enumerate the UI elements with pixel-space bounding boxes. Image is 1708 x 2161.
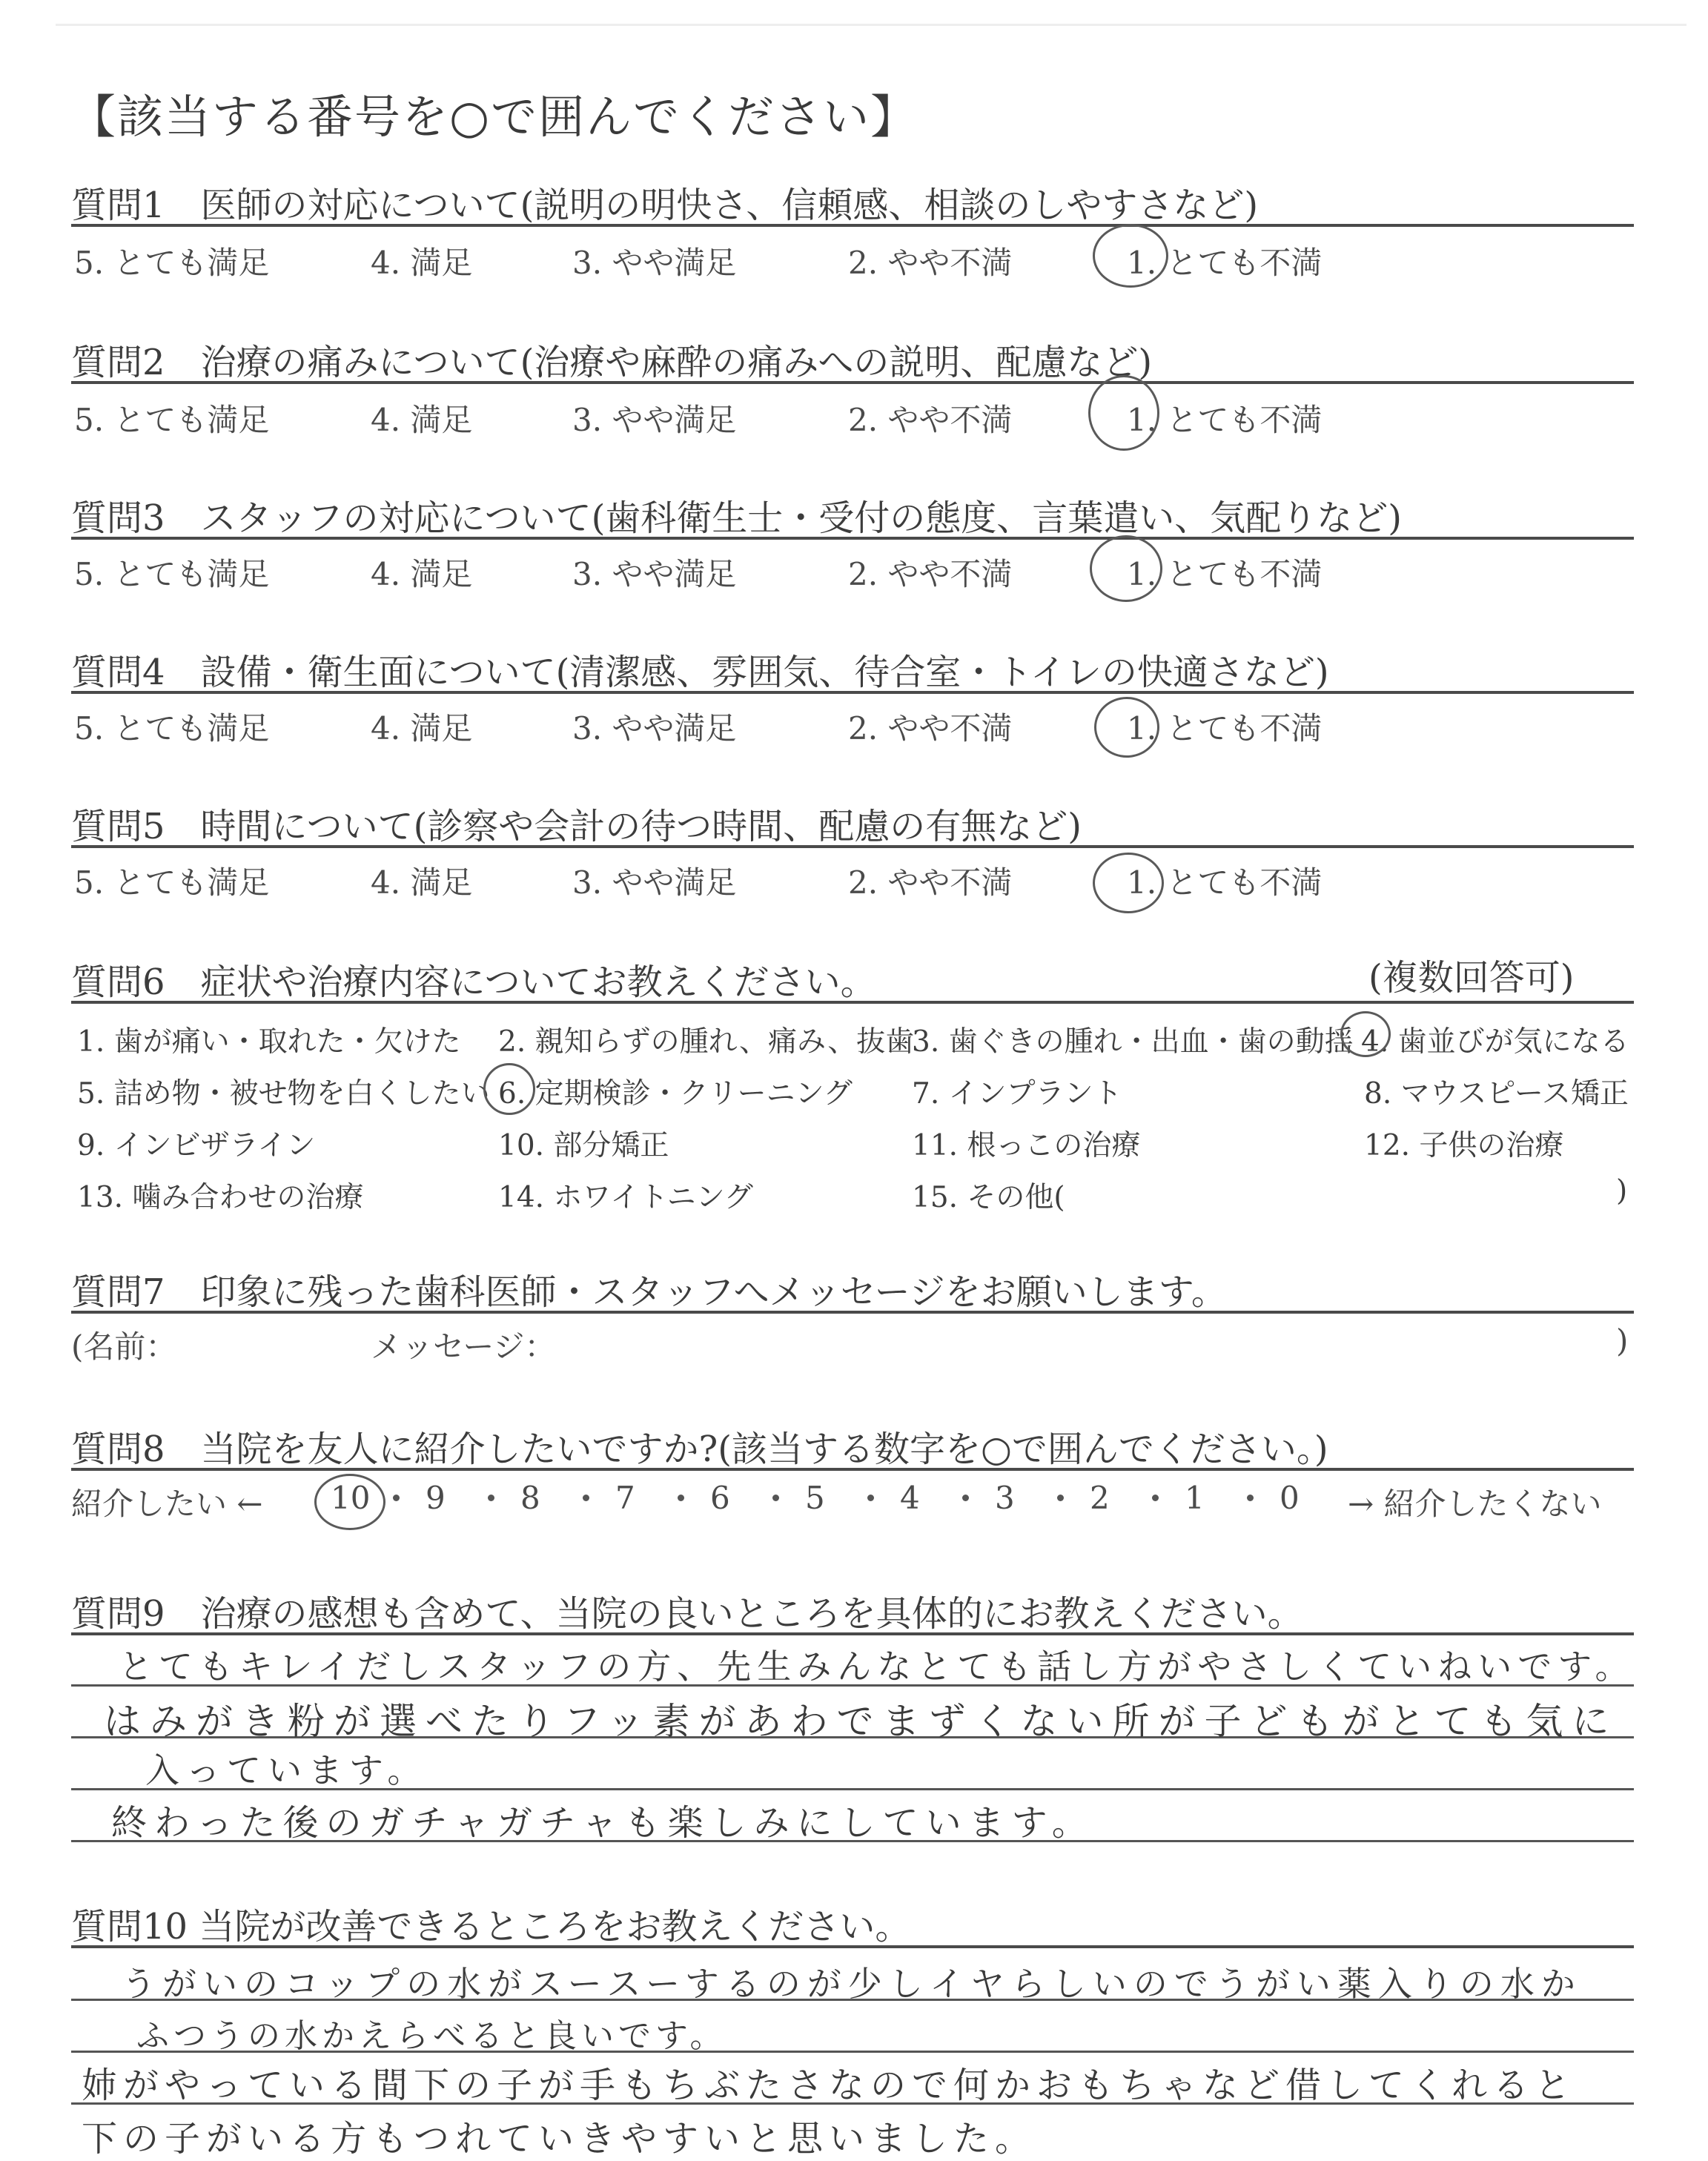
option-5[interactable]: 5. とても満足 bbox=[74, 245, 270, 281]
symptom-option[interactable]: 2. 親知らずの腫れ、痛み、抜歯 bbox=[498, 1025, 915, 1059]
scale-separator-dot bbox=[488, 1495, 494, 1501]
name-label: (名前： bbox=[71, 1328, 177, 1365]
question-2-title: 質問2 治療の痛みについて(治療や麻酔の痛みへの説明、配慮など) bbox=[71, 342, 1153, 383]
symptom-option[interactable]: 13. 噛み合わせの治療 bbox=[77, 1181, 364, 1214]
option-2[interactable]: 2. やや不満 bbox=[848, 864, 1013, 901]
scale-value[interactable]: 6 bbox=[710, 1480, 730, 1516]
option-5[interactable]: 5. とても満足 bbox=[74, 556, 270, 592]
scale-separator-dot bbox=[393, 1495, 400, 1501]
symptom-option[interactable]: 1. 歯が痛い・取れた・欠けた bbox=[77, 1025, 461, 1059]
option-4[interactable]: 4. 満足 bbox=[371, 402, 473, 438]
scale-separator-dot bbox=[772, 1495, 779, 1501]
answer-line: 終わった後のガチャガチャも楽しみにしています。 bbox=[111, 1802, 1095, 1844]
symptom-option[interactable]: 14. ホワイトニング bbox=[498, 1181, 753, 1214]
option-1[interactable]: 1. とても不満 bbox=[1127, 245, 1323, 281]
option-2[interactable]: 2. やや不満 bbox=[848, 402, 1013, 438]
scale-separator-dot bbox=[1247, 1495, 1254, 1501]
option-2[interactable]: 2. やや不満 bbox=[848, 556, 1013, 592]
scale-value[interactable]: 3 bbox=[995, 1480, 1015, 1516]
selection-circle bbox=[1093, 224, 1168, 288]
symptom-option[interactable]: 9. インビザライン bbox=[77, 1129, 316, 1162]
selection-circle bbox=[1088, 375, 1159, 451]
message-label: メッセージ： bbox=[371, 1328, 556, 1365]
scale-separator-dot bbox=[962, 1495, 969, 1501]
option-4[interactable]: 4. 満足 bbox=[371, 710, 473, 747]
question-5-rule bbox=[71, 845, 1634, 848]
scale-separator-dot bbox=[867, 1495, 874, 1501]
question-1-title: 質問1 医師の対応について(説明の明快さ、信頼感、相談のしやすさなど) bbox=[71, 185, 1259, 226]
answer-line: とてもキレイだしスタッフの方、先生みんなとても話し方がやさしくていねいです。 bbox=[119, 1647, 1635, 1687]
selection-circle bbox=[1090, 535, 1162, 602]
answer-line: うがいのコップの水がスースーするのが少しイヤらしいのでうがい薬入りの水か bbox=[122, 1964, 1582, 2004]
selection-circle bbox=[1093, 853, 1164, 913]
answer-line: 姉がやっている間下の子が手もちぶたさなので何かおもちゃなど借してくれると bbox=[82, 2065, 1577, 2106]
question-4-rule bbox=[71, 691, 1634, 694]
answer-line: はみがき粉が選べたりフッ素があわでまずくない所が子どもがとても気に bbox=[104, 1700, 1618, 1743]
scale-separator-dot bbox=[583, 1495, 589, 1501]
scale-separator-dot bbox=[1152, 1495, 1159, 1501]
scale-value[interactable]: 0 bbox=[1280, 1480, 1300, 1516]
scale-value[interactable]: 8 bbox=[520, 1480, 540, 1516]
scale-value[interactable]: 4 bbox=[900, 1480, 920, 1516]
question-2-rule bbox=[71, 381, 1634, 384]
top-rule bbox=[56, 24, 1687, 26]
question-3-title: 質問3 スタッフの対応について(歯科衛生士・受付の態度、言葉遣い、気配りなど) bbox=[71, 497, 1403, 539]
option-5[interactable]: 5. とても満足 bbox=[74, 710, 270, 747]
option-3[interactable]: 3. やや満足 bbox=[572, 245, 737, 281]
question-4-title: 質問4 設備・衛生面について(清潔感、雰囲気、待合室・トイレの快適さなど) bbox=[71, 652, 1329, 693]
option-3[interactable]: 3. やや満足 bbox=[572, 556, 737, 592]
option-5[interactable]: 5. とても満足 bbox=[74, 864, 270, 901]
symptom-option[interactable]: 6. 定期検診・クリーニング bbox=[498, 1077, 853, 1111]
option-2[interactable]: 2. やや不満 bbox=[848, 245, 1013, 281]
option-3[interactable]: 3. やや満足 bbox=[572, 864, 737, 901]
selection-circle bbox=[1340, 1011, 1391, 1057]
option-1[interactable]: 1. とても不満 bbox=[1127, 556, 1323, 592]
selection-circle bbox=[314, 1474, 385, 1530]
question-8-title: 質問8 当院を友人に紹介したいですか?(該当する数字を○で囲んでください。) bbox=[71, 1429, 1328, 1470]
scale-value[interactable]: 9 bbox=[426, 1480, 446, 1516]
scale-value[interactable]: 2 bbox=[1090, 1480, 1110, 1516]
message-close-paren: ) bbox=[1616, 1323, 1629, 1359]
page-header: 【該当する番号を○で囲んでください】 bbox=[70, 90, 918, 144]
symptom-option[interactable]: 5. 詰め物・被せ物を白くしたい bbox=[77, 1077, 490, 1111]
scale-separator-dot bbox=[678, 1495, 684, 1501]
symptom-option[interactable]: 12. 子供の治療 bbox=[1364, 1129, 1564, 1162]
question-9-title: 質問9 治療の感想も含めて、当院の良いところを具体的にお教えください。 bbox=[71, 1593, 1303, 1635]
question-5-title: 質問5 時間について(診察や会計の待つ時間、配慮の有無など) bbox=[71, 806, 1082, 847]
answer-line: 入っています。 bbox=[145, 1750, 428, 1790]
symptom-option[interactable]: 3. 歯ぐきの腫れ・出血・歯の動揺 bbox=[912, 1025, 1354, 1059]
symptom-option[interactable]: 4. 歯並びが気になる bbox=[1361, 1025, 1629, 1059]
recommend-right-label: → 紹介したくない bbox=[1348, 1486, 1602, 1522]
option-2[interactable]: 2. やや不満 bbox=[848, 710, 1013, 747]
option-5[interactable]: 5. とても満足 bbox=[74, 402, 270, 438]
question-6-title: 質問6 症状や治療内容についてお教えください。 bbox=[71, 962, 876, 1003]
question-8-rule bbox=[71, 1468, 1634, 1471]
question-7-title: 質問7 印象に残った歯科医師・スタッフへメッセージをお願いします。 bbox=[71, 1271, 1227, 1313]
question-3-rule bbox=[71, 537, 1634, 540]
question-10-rule bbox=[71, 1945, 1634, 1948]
answer-line: 下の子がいる方もつれていきやすいと思いました。 bbox=[82, 2118, 1037, 2160]
symptom-option[interactable]: 7. インプラント bbox=[912, 1077, 1122, 1111]
question-6-rule bbox=[71, 1001, 1634, 1004]
option-4[interactable]: 4. 満足 bbox=[371, 245, 473, 281]
scale-value[interactable]: 10 bbox=[331, 1480, 371, 1516]
question-7-rule bbox=[71, 1311, 1634, 1314]
scale-value[interactable]: 5 bbox=[805, 1480, 825, 1516]
question-9-rule bbox=[71, 1632, 1634, 1635]
option-4[interactable]: 4. 満足 bbox=[371, 556, 473, 592]
option-3[interactable]: 3. やや満足 bbox=[572, 402, 737, 438]
option-4[interactable]: 4. 満足 bbox=[371, 864, 473, 901]
scale-value[interactable]: 1 bbox=[1185, 1480, 1205, 1516]
option-1[interactable]: 1. とても不満 bbox=[1127, 710, 1323, 747]
other-option[interactable]: 15. その他( bbox=[912, 1181, 1065, 1214]
symptom-option[interactable]: 11. 根っこの治療 bbox=[912, 1129, 1141, 1162]
selection-circle bbox=[1094, 697, 1159, 758]
scale-separator-dot bbox=[1057, 1495, 1064, 1501]
option-3[interactable]: 3. やや満足 bbox=[572, 710, 737, 747]
question-10-title: 質問10 当院が改善できるところをお教えください。 bbox=[71, 1906, 911, 1947]
scale-value[interactable]: 7 bbox=[615, 1480, 635, 1516]
selection-circle bbox=[483, 1063, 535, 1115]
symptom-option[interactable]: 10. 部分矯正 bbox=[498, 1129, 669, 1162]
question-1-rule bbox=[71, 224, 1634, 227]
multiple-answers-note: (複数回答可) bbox=[1368, 957, 1575, 999]
option-1[interactable]: 1. とても不満 bbox=[1127, 402, 1323, 438]
answer-line: ふつうの水かえらべると良いです。 bbox=[136, 2017, 727, 2055]
option-1[interactable]: 1. とても不満 bbox=[1127, 864, 1323, 901]
recommend-left-label: 紹介したい ← bbox=[71, 1486, 263, 1522]
other-close-paren: ) bbox=[1616, 1174, 1628, 1208]
symptom-option[interactable]: 8. マウスピース矯正 bbox=[1364, 1077, 1629, 1111]
